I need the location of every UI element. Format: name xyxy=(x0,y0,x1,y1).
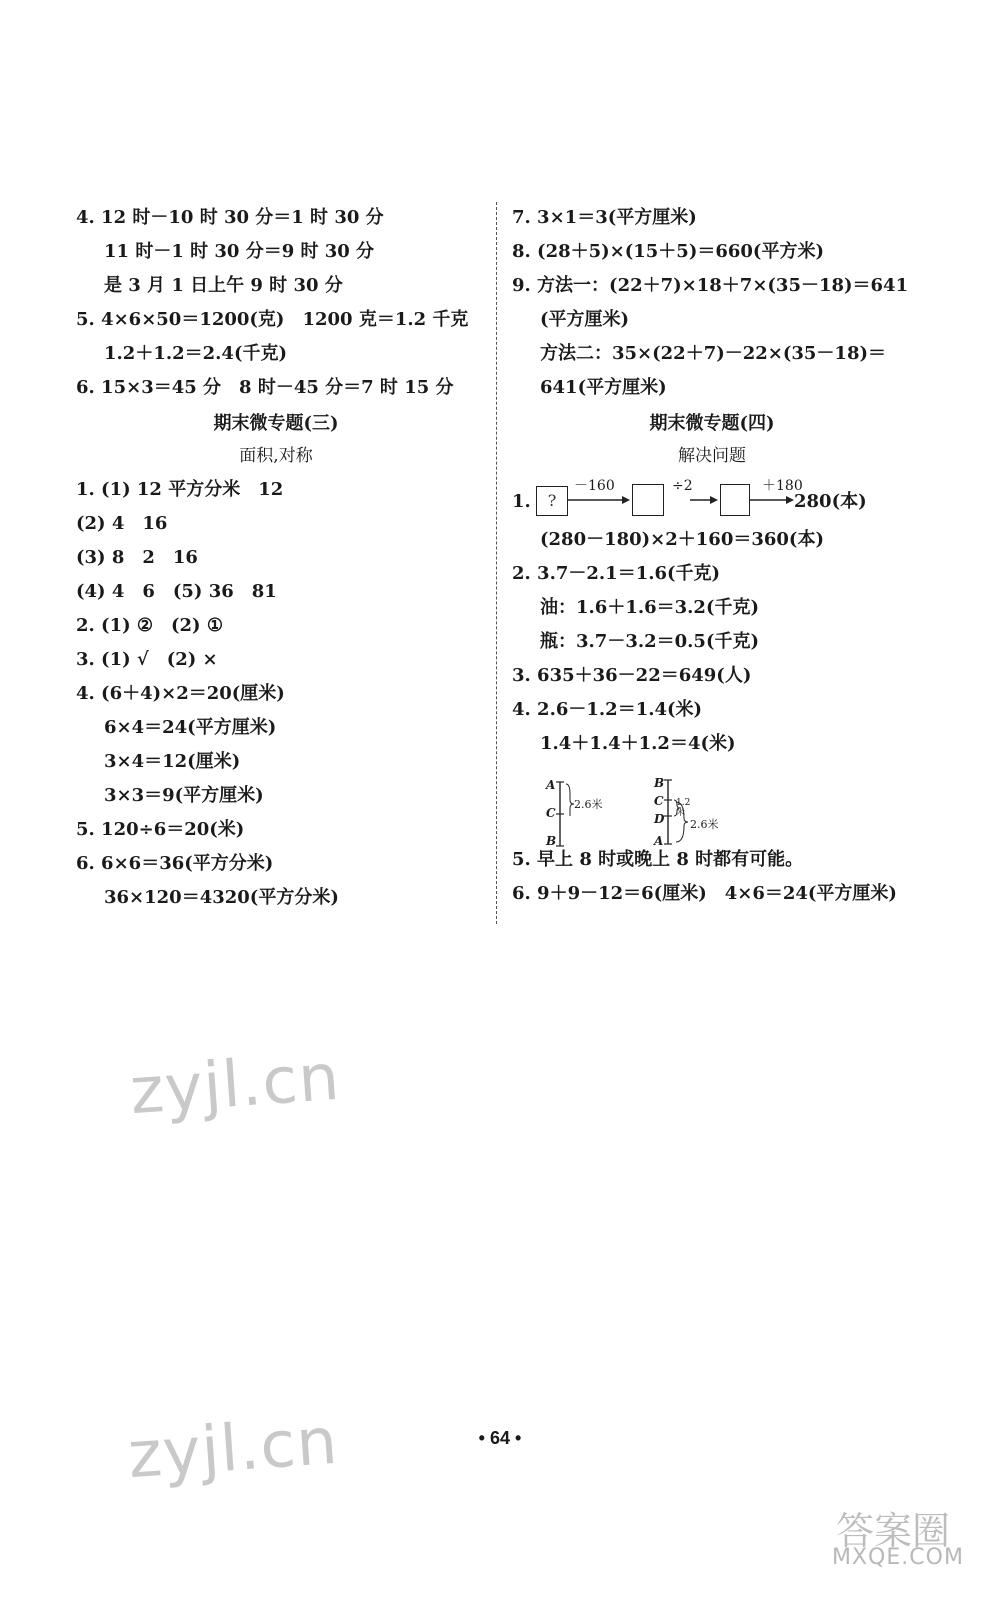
section-title: 期末微专题(四) xyxy=(649,413,775,434)
left-line: 5. 4×6×50＝1200(克) 1200 克＝1.2 千克 xyxy=(76,309,469,330)
right-line: (平方厘米) xyxy=(540,309,630,330)
left-item: 6. 6×6＝36(平方分米) xyxy=(76,853,274,874)
segment-small-label: 1.2米 xyxy=(676,798,691,818)
right-item: 6. 9＋9－12＝6(厘米) 4×6＝24(平方厘米) xyxy=(512,883,897,904)
left-item: 3×4＝12(厘米) xyxy=(104,751,241,772)
left-item: (3) 8 2 16 xyxy=(76,547,198,568)
segment-lines-left xyxy=(556,780,576,850)
point-label: A xyxy=(654,834,664,848)
right-line: 641(平方厘米) xyxy=(540,377,667,398)
section-title: 期末微专题(三) xyxy=(213,413,339,434)
column-divider xyxy=(496,202,497,924)
right-item: (280－180)×2＋160＝360(本) xyxy=(540,529,824,550)
segment-length-label: 2.6米 xyxy=(574,798,603,811)
flow-empty-box-1 xyxy=(632,484,664,516)
left-item: 5. 120÷6＝20(米) xyxy=(76,819,245,840)
right-line: 9. 方法一：(22＋7)×18＋7×(35－18)＝641 xyxy=(512,275,909,296)
right-item: 5. 早上 8 时或晚上 8 时都有可能。 xyxy=(512,849,804,870)
left-item: (2) 4 16 xyxy=(76,513,168,534)
right-item: 油：1.6＋1.6＝3.2(千克) xyxy=(540,597,759,618)
left-item: 3×3＝9(平方厘米) xyxy=(104,785,264,806)
right-line: 方法二：35×(22＋7)－22×(35－18)＝ xyxy=(540,343,886,364)
left-line: 1.2＋1.2＝2.4(千克) xyxy=(104,343,287,364)
point-label: C xyxy=(546,806,556,820)
right-item: 瓶：3.7－3.2＝0.5(千克) xyxy=(540,631,759,652)
corner-watermark: MXQE.COM xyxy=(832,1545,964,1570)
right-item: 1.4＋1.4＋1.2＝4(米) xyxy=(540,733,736,754)
left-item: 6×4＝24(平方厘米) xyxy=(104,717,277,738)
corner-watermark-logo: 答案圈 xyxy=(836,1509,951,1553)
flow-empty-box-2 xyxy=(720,484,750,516)
section-subtitle: 解决问题 xyxy=(678,446,746,466)
left-item: 2. (1) ② (2) ① xyxy=(76,615,223,636)
left-line: 是 3 月 1 日上午 9 时 30 分 xyxy=(104,275,343,296)
point-label: A xyxy=(546,778,556,792)
right-line: 7. 3×1＝3(平方厘米) xyxy=(512,207,697,228)
left-item: 36×120＝4320(平方分米) xyxy=(104,887,339,908)
section-subtitle: 面积,对称 xyxy=(239,446,313,466)
left-line: 11 时－1 时 30 分＝9 时 30 分 xyxy=(104,241,375,262)
flow-op-1: －160 xyxy=(574,478,615,494)
flow-question-box: ? xyxy=(536,486,568,516)
left-item: (4) 4 6 (5) 36 81 xyxy=(76,581,277,602)
flow-number: 1. xyxy=(512,491,531,512)
flow-result: 280(本) xyxy=(794,491,867,512)
right-item: 2. 3.7－2.1＝1.6(千克) xyxy=(512,563,721,584)
watermark-text: zyjl.cn xyxy=(127,1040,343,1130)
point-label: C xyxy=(654,794,664,808)
segment-length-label: 2.6米 xyxy=(690,818,719,831)
flow-op-3: ＋180 xyxy=(762,478,803,494)
left-line: 6. 15×3＝45 分 8 时－45 分＝7 时 15 分 xyxy=(76,377,454,398)
left-item: 4. (6＋4)×2＝20(厘米) xyxy=(76,683,285,704)
left-line: 4. 12 时－10 时 30 分＝1 时 30 分 xyxy=(76,207,384,228)
point-label: B xyxy=(654,776,665,790)
right-line: 8. (28＋5)×(15＋5)＝660(平方米) xyxy=(512,241,824,262)
point-label: D xyxy=(654,812,665,826)
left-item: 3. (1) √ (2) × xyxy=(76,649,218,670)
page-number: • 64 • xyxy=(478,1428,522,1448)
point-label: B xyxy=(546,834,557,848)
right-item: 4. 2.6－1.2＝1.4(米) xyxy=(512,699,703,720)
right-item: 3. 635＋36－22＝649(人) xyxy=(512,665,752,686)
flow-op-2: ÷2 xyxy=(672,478,693,494)
left-item: 1. (1) 12 平方分米 12 xyxy=(76,479,284,500)
watermark-text: zyjl.cn xyxy=(125,1404,341,1494)
